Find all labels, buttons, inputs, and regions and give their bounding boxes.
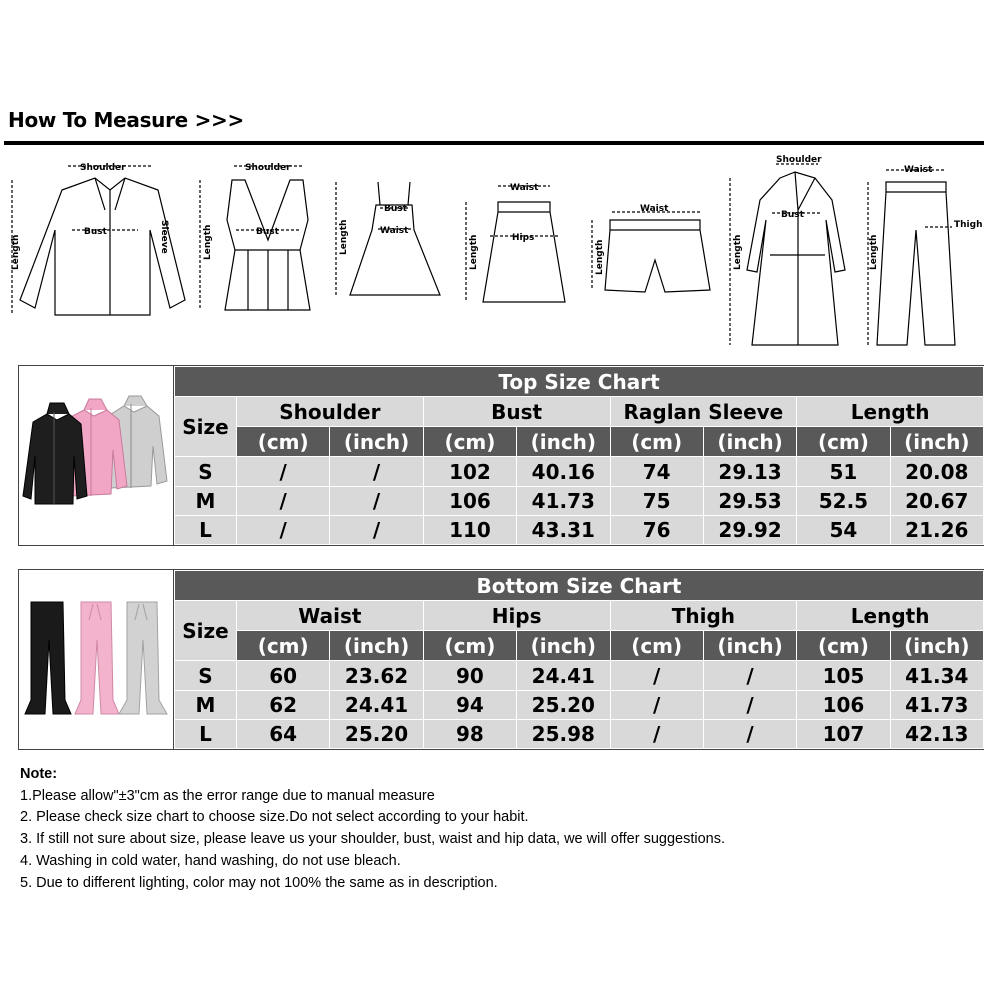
value-cell: / [237,457,330,486]
unit-header: (inch) [517,427,610,457]
value-cell: 60 [237,661,330,690]
svg-text:Length: Length [869,234,879,270]
size-cell: S [175,661,237,690]
svg-text:Bust: Bust [84,227,107,237]
value-cell: 20.67 [890,486,983,515]
svg-text:Shoulder: Shoulder [776,155,822,165]
value-cell: 52.5 [797,486,890,515]
svg-text:Sleeve: Sleeve [159,220,169,254]
group-header: Length [797,601,984,631]
unit-header: (cm) [797,427,890,457]
value-cell: / [703,661,796,690]
value-cell: 76 [610,515,703,544]
group-header: Raglan Sleeve [610,397,797,427]
value-cell: 25.20 [517,690,610,719]
value-cell: 29.13 [703,457,796,486]
value-cell: 42.13 [890,719,983,748]
top-product-image [19,366,174,545]
value-cell: 106 [423,486,516,515]
size-cell: L [175,515,237,544]
unit-header: (cm) [237,631,330,661]
value-cell: 54 [797,515,890,544]
table-row [175,661,984,690]
top-size-table [174,366,984,545]
svg-text:Length: Length [203,224,213,260]
value-cell: / [237,486,330,515]
pants-diagram [868,165,982,345]
unit-header: (inch) [330,427,423,457]
table-row [175,486,984,515]
note-item: 1.Please allow"±3"cm as the error range due to manual measure [20,787,435,804]
value-cell: 90 [423,661,516,690]
notes-title: Note: [20,766,58,782]
value-cell: 40.16 [517,457,610,486]
value-cell: 20.08 [890,457,983,486]
value-cell: 98 [423,719,516,748]
value-cell: 51 [797,457,890,486]
value-cell: / [610,690,703,719]
value-cell: 94 [423,690,516,719]
shorts-diagram [592,204,710,292]
value-cell: 25.20 [330,719,423,748]
value-cell: / [237,515,330,544]
size-cell: M [175,486,237,515]
value-cell: / [330,515,423,544]
value-cell: / [703,690,796,719]
value-cell: 75 [610,486,703,515]
value-cell: 25.98 [517,719,610,748]
value-cell: 21.26 [890,515,983,544]
blouse-diagram [11,163,185,315]
value-cell: 24.41 [330,690,423,719]
svg-text:Shoulder: Shoulder [80,163,126,173]
value-cell: 62 [237,690,330,719]
svg-text:Waist: Waist [904,165,933,175]
svg-text:Length: Length [11,234,21,270]
value-cell: 74 [610,457,703,486]
value-cell: 41.34 [890,661,983,690]
value-cell: 41.73 [890,690,983,719]
table-row [175,719,984,748]
unit-header: (inch) [890,631,983,661]
unit-header: (inch) [890,427,983,457]
svg-text:Hips: Hips [512,233,535,243]
unit-header: (cm) [797,631,890,661]
unit-header: (inch) [517,631,610,661]
value-cell: 107 [797,719,890,748]
notes-section [20,764,725,894]
svg-text:Shoulder: Shoulder [245,163,291,173]
svg-text:Waist: Waist [380,226,409,236]
unit-header: (cm) [423,427,516,457]
black-pants [25,602,71,714]
unit-header: (cm) [423,631,516,661]
title-divider [4,141,984,145]
svg-text:Length: Length [595,239,605,275]
unit-header: (inch) [703,631,796,661]
value-cell: / [610,719,703,748]
top-chart-title: Top Size Chart [175,367,984,397]
size-header: Size [175,601,237,661]
value-cell: / [703,719,796,748]
tank-top-diagram [200,163,310,310]
group-header: Thigh [610,601,797,631]
value-cell: 29.92 [703,515,796,544]
svg-text:Length: Length [469,234,479,270]
unit-header: (inch) [703,427,796,457]
value-cell: 102 [423,457,516,486]
note-item: 5. Due to different lighting, color may not 100% the same as in description. [20,874,498,891]
how-to-measure-title: How To Measure >>> [8,108,244,132]
gray-pants [119,602,167,714]
dress-diagram [336,182,440,295]
top-size-chart [18,365,984,546]
table-row [175,515,984,544]
value-cell: 106 [797,690,890,719]
bottom-size-table [174,570,984,749]
group-header: Length [797,397,984,427]
unit-header: (cm) [610,631,703,661]
bottom-product-image [19,570,174,749]
svg-text:Bust: Bust [781,210,804,220]
value-cell: 29.53 [703,486,796,515]
value-cell: / [610,661,703,690]
svg-text:Waist: Waist [510,183,539,193]
group-header: Waist [237,601,424,631]
note-item: 3. If still not sure about size, please leave us your shoulder, bust, waist and hip data, we will offer suggestions. [20,831,725,848]
skirt-diagram [466,183,565,302]
bottom-size-chart [18,569,984,750]
value-cell: 43.31 [517,515,610,544]
table-row [175,457,984,486]
svg-text:Bust: Bust [384,204,407,214]
value-cell: 110 [423,515,516,544]
value-cell: / [330,457,423,486]
group-header: Shoulder [237,397,424,427]
size-cell: M [175,690,237,719]
size-cell: S [175,457,237,486]
pink-pants [75,602,119,714]
svg-text:Thigh: Thigh [954,220,983,230]
measurement-guide [0,150,1000,355]
value-cell: 24.41 [517,661,610,690]
svg-text:Bust: Bust [256,227,279,237]
bottom-chart-title: Bottom Size Chart [175,571,984,601]
value-cell: / [330,486,423,515]
table-row [175,690,984,719]
svg-text:Length: Length [339,219,349,255]
group-header: Hips [423,601,610,631]
value-cell: 105 [797,661,890,690]
svg-text:Length: Length [733,234,743,270]
svg-text:Waist: Waist [640,204,669,214]
coat-diagram [730,155,845,345]
note-item: 2. Please check size chart to choose size.Do not select according to your habit. [20,809,529,826]
size-cell: L [175,719,237,748]
size-header: Size [175,397,237,457]
unit-header: (cm) [610,427,703,457]
note-item: 4. Washing in cold water, hand washing, do not use bleach. [20,852,401,869]
unit-header: (inch) [330,631,423,661]
unit-header: (cm) [237,427,330,457]
value-cell: 41.73 [517,486,610,515]
value-cell: 23.62 [330,661,423,690]
group-header: Bust [423,397,610,427]
value-cell: 64 [237,719,330,748]
